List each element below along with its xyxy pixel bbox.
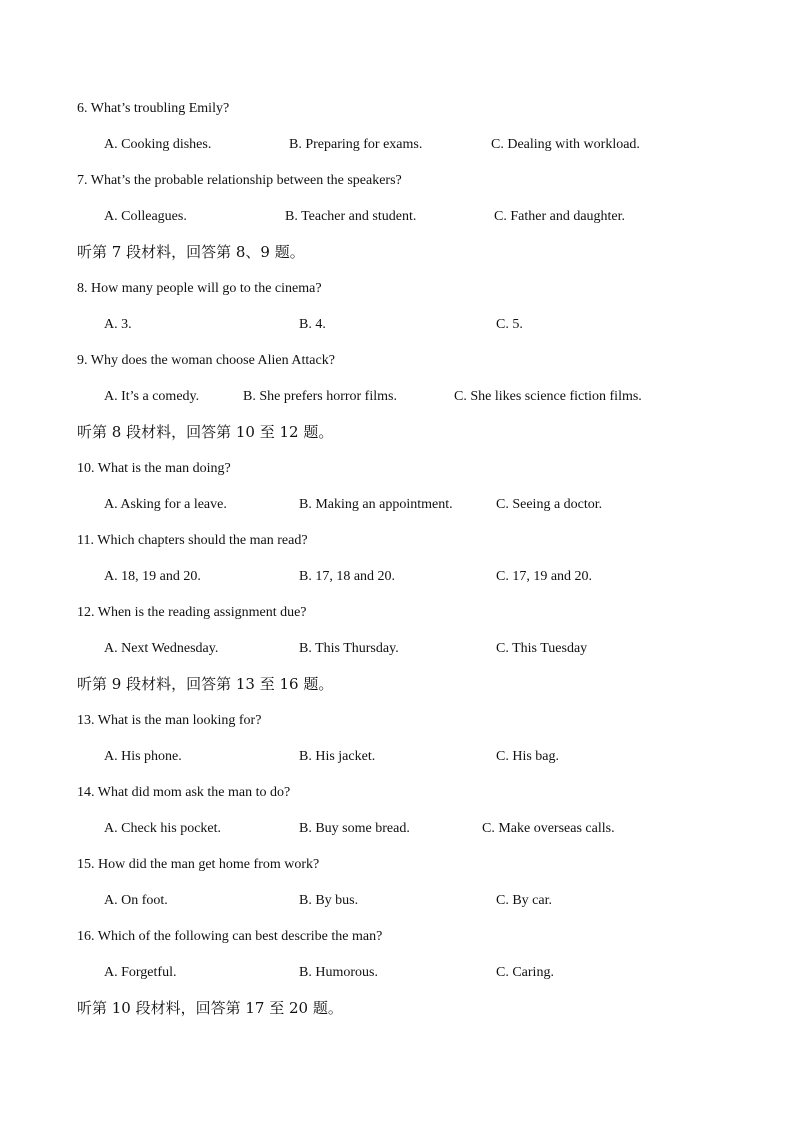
question-8-option-a: A. 3. bbox=[104, 317, 132, 332]
question-7: 7. What’s the probable relationship between the speakers? bbox=[77, 173, 402, 188]
question-13: 13. What is the man looking for? bbox=[77, 713, 262, 728]
question-7-option-a: A. Colleagues. bbox=[104, 209, 187, 224]
question-9: 9. Why does the woman choose Alien Attack? bbox=[77, 353, 335, 368]
question-6-option-a: A. Cooking dishes. bbox=[104, 137, 212, 152]
question-16: 16. Which of the following can best describe the man? bbox=[77, 929, 383, 944]
question-14-option-a: A. Check his pocket. bbox=[104, 821, 222, 836]
question-13-option-c: C. His bag. bbox=[496, 749, 559, 764]
question-15-option-a: A. On foot. bbox=[104, 893, 168, 908]
question-9-option-b: B. She prefers horror films. bbox=[243, 389, 397, 404]
question-13-option-a: A. His phone. bbox=[104, 749, 182, 764]
question-7-option-b: B. Teacher and student. bbox=[285, 209, 417, 224]
question-11: 11. Which chapters should the man read? bbox=[77, 533, 308, 548]
question-14-option-c: C. Make overseas calls. bbox=[482, 821, 615, 836]
question-9-option-a: A. It’s a comedy. bbox=[104, 389, 200, 404]
section-heading-8: 听第 8 段材料，回答第 10 至 12 题。 bbox=[77, 423, 334, 441]
question-12-option-c: C. This Tuesday bbox=[496, 641, 588, 656]
question-9-option-c: C. She likes science fiction films. bbox=[454, 389, 642, 404]
question-15-option-b: B. By bus. bbox=[299, 893, 359, 908]
question-8-option-b: B. 4. bbox=[299, 317, 326, 332]
question-14-option-b: B. Buy some bread. bbox=[299, 821, 410, 836]
question-6: 6. What’s troubling Emily? bbox=[77, 101, 230, 116]
question-11-option-a: A. 18, 19 and 20. bbox=[104, 569, 201, 584]
question-16-option-b: B. Humorous. bbox=[299, 965, 378, 980]
section-heading-7: 听第 7 段材料，回答第 8、9 题。 bbox=[77, 243, 305, 261]
question-11-option-c: C. 17, 19 and 20. bbox=[496, 569, 593, 584]
question-10-option-a: A. Asking for a leave. bbox=[104, 497, 227, 512]
question-10: 10. What is the man doing? bbox=[77, 461, 231, 476]
section-heading-10: 听第 10 段材料，回答第 17 至 20 题。 bbox=[77, 999, 343, 1017]
question-6-option-b: B. Preparing for exams. bbox=[289, 137, 423, 152]
question-16-option-c: C. Caring. bbox=[496, 965, 554, 980]
section-heading-9: 听第 9 段材料，回答第 13 至 16 题。 bbox=[77, 675, 334, 693]
question-12: 12. When is the reading assignment due? bbox=[77, 605, 307, 620]
question-13-option-b: B. His jacket. bbox=[299, 749, 376, 764]
question-12-option-a: A. Next Wednesday. bbox=[104, 641, 219, 656]
question-12-option-b: B. This Thursday. bbox=[299, 641, 399, 656]
question-7-option-c: C. Father and daughter. bbox=[494, 209, 626, 224]
question-15-option-c: C. By car. bbox=[496, 893, 552, 908]
question-6-option-c: C. Dealing with workload. bbox=[491, 137, 640, 152]
question-11-option-b: B. 17, 18 and 20. bbox=[299, 569, 396, 584]
question-16-option-a: A. Forgetful. bbox=[104, 965, 177, 980]
question-15: 15. How did the man get home from work? bbox=[77, 857, 320, 872]
question-10-option-b: B. Making an appointment. bbox=[299, 497, 453, 512]
question-8: 8. How many people will go to the cinema? bbox=[77, 281, 322, 296]
question-14: 14. What did mom ask the man to do? bbox=[77, 785, 291, 800]
question-10-option-c: C. Seeing a doctor. bbox=[496, 497, 603, 512]
question-8-option-c: C. 5. bbox=[496, 317, 523, 332]
